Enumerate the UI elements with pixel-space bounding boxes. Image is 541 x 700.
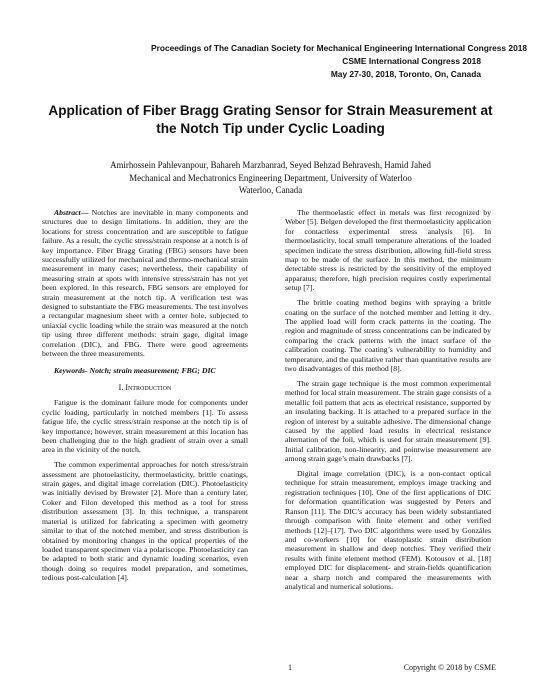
right-column bbox=[285, 208, 491, 597]
intro-paragraph-2: The common experimental approaches for notch stress/strain assessment are photoelasticity, thermoelasticity, brittle coatings, strain gages, and digital image correlation (DIC). Photoelasticity was initially devised by Brewster [2]. More than a century later, Coker and Filon developed this method as a tool for stress distribution assessment [3]. In this technique, a transparent material is utilized for fabricating a specimen with geometry similar to that of the notched member, and stress distribution is obtained by monitoring changes in the optical properties of the loaded transparent specimen via a polariscope. Photoelasticity can be adapted to both static and dynamic loading scenarios, even though doing so requires model preparation, and sometimes, tedious post-calculation [4]. bbox=[42, 460, 248, 583]
section-heading-introduction: I. Introduction bbox=[118, 382, 172, 392]
conference-date-location: May 27-30, 2018, Toronto, On, Canada bbox=[330, 69, 481, 79]
left-column bbox=[42, 208, 248, 588]
abstract bbox=[42, 208, 248, 359]
author-names: Amirhossein Pahlevanpour, Bahareh Marzbanrad, Seyed Behzad Behravesh, Hamid Jahed bbox=[110, 160, 431, 170]
abstract-text: Notches are inevitable in many components and structures due to design limitations. In addition, they are the locations for stress concentration and are susceptible to fatigue failure. As a result, the cyclic stress/strain response at a notch is of key importance. Fiber Bragg Grating (FBG) sensors have been successfully utilized for mechanical and thermo-mechanical strain measurement in many cases; nevertheless, their capability of measuring strain at spots with intensive stress/strain has not yet been explored. In this research, FBG sensors are employed for strain measurement at the notch tip. A verification test was designed to substantiate the FBG measurements. The test involves a rectangular magnesium sheet with a center hole, subjected to uniaxial cyclic loading while the strain was measured at the notch tip using three different methods: strain gage, digital image correlation (DIC), and FBG. There were good agreements between the three measurements. bbox=[42, 208, 249, 359]
conference-proceedings: Proceedings of The Canadian Society for Mechanical Engineering International Congress 2018 bbox=[151, 43, 528, 53]
body-paragraph-dic: Digital image correlation (DIC), is a non-contact optical technique for strain measurement, employs image tracking and registration techniques [10]. One of the first applications of DIC for deformation quantification was suggested by Peters and Ranson [11]. The DIC’s accuracy has been widely substantiated through comparison with finite element and other verified methods [12]–[17]. Two DIC algorithms were used by Gonzáles and co-workers [10] for elastoplastic strain distribution measurement in shallow and deep notches. They verified their results with finite element method (FEM). Kotousov et al. [18] employed DIC for displacement- and strain-fields quantification near a sharp notch and compared the measurements with analytical and numerical solutions. bbox=[285, 469, 491, 591]
page-number: 1 bbox=[288, 663, 292, 672]
author-location: Waterloo, Canada bbox=[238, 185, 303, 195]
conference-header bbox=[151, 42, 528, 81]
abstract-label: Abstract— bbox=[54, 208, 89, 217]
copyright-notice: Copyright © 2018 by CSME bbox=[403, 663, 496, 672]
body-paragraph-thermoelastic: The thermoelastic effect in metals was first recognized by Weber [5]. Belgen developed the first thermoelasticity application for contactless experimental stress analysis [6]. In thermoelasticity, local small temperature alterations of the loaded specimen indicate the stress distribution, allowing full-field stress map to be made of the surface. In this method, the minimum detectable stress is restricted by the sensitivity of the employed apparatus; therefore, high precision requires costly experimental setup [7]. bbox=[285, 208, 491, 293]
body-paragraph-brittle-coating: The brittle coating method begins with spraying a brittle coating on the surface of the notched member and letting it dry. The applied load will form crack patterns in the coating. The region and magnitude of stress concentrations can be indicated by comparing the crack patterns with the intact surface of the calibration coating. The coating’s vulnerability to humidity and temperature, and the qualitative rather than quantitative results are two disadvantages of this method [8]. bbox=[285, 298, 491, 373]
intro-paragraph-1: Fatigue is the dominant failure mode for components under cyclic loading, particularly in notched members [1]. To assess fatigue life, the cyclic stress/strain response at the notch tip is of key importance; however, strain measurement at this location has been challenging due to the high gradient of strain over a small area in the vicinity of the notch. bbox=[42, 398, 248, 455]
paper-title: Application of Fiber Bragg Grating Sensor for Strain Measurement at the Notch Tip under Cyclic Loading bbox=[48, 103, 493, 136]
author-affiliation: Mechanical and Mechatronics Engineering Department, University of Waterloo bbox=[129, 172, 412, 183]
keywords: Keywords- Notch; strain measurement; FBG; DIC bbox=[54, 365, 216, 375]
author-block bbox=[40, 159, 501, 197]
body-paragraph-strain-gage: The strain gage technique is the most common experimental method for local strain measurement. The strain gage consists of a metallic foil pattern that acts as electrical resistance, supported by an insulating backing. It is attached to a prepared surface in the region of interest by a suitable adhesive. The dimensional change caused by the applied load results in electrical resistance alternation of the foil, which is used for strain measurement [9]. Initial calibration, non-linearity, and pointwise measurement are among strain gage’s main drawbacks [7]. bbox=[285, 378, 491, 464]
conference-name: CSME International Congress 2018 bbox=[342, 56, 481, 66]
